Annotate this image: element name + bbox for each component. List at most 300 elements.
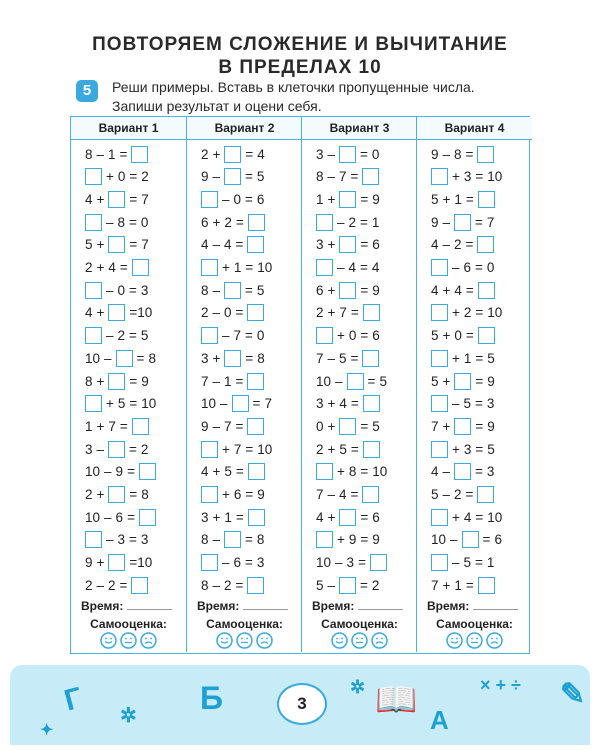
equation-token: 7: [108, 418, 116, 434]
answer-box[interactable]: [431, 350, 448, 367]
equation-token: 2: [316, 305, 324, 321]
answer-box[interactable]: [232, 395, 249, 412]
equation-token: –: [442, 237, 451, 253]
equation-token: 10: [201, 396, 217, 412]
equation-token: +: [327, 441, 336, 457]
equation-row: [429, 438, 497, 460]
answer-box[interactable]: [85, 282, 102, 299]
equation-token: 1: [486, 555, 495, 571]
equation-token: 4: [224, 237, 232, 253]
equation-token: +: [327, 509, 336, 525]
equation-token: =: [245, 350, 254, 366]
equation-token: 1: [224, 509, 232, 525]
answer-box[interactable]: [362, 486, 379, 503]
answer-box[interactable]: [247, 304, 264, 321]
equation-token: =: [129, 282, 137, 298]
equation-token: =: [465, 328, 474, 344]
equation-token: =: [129, 487, 138, 502]
equation-token: 0: [233, 191, 242, 207]
equation-token: =: [465, 487, 474, 502]
neutral-face-icon[interactable]: [466, 632, 483, 649]
time-input-line[interactable]: [243, 599, 288, 610]
page-number: 3: [277, 683, 327, 725]
equation-token: 10: [316, 373, 332, 389]
answer-box[interactable]: [248, 463, 265, 480]
equation-token: +: [222, 487, 230, 502]
equation-token: –: [104, 464, 112, 480]
equation-token: +: [452, 350, 460, 366]
equation-token: –: [452, 260, 460, 275]
equation-token: 5: [117, 396, 126, 412]
equation-token: 5: [487, 441, 495, 457]
answer-box[interactable]: [477, 236, 494, 253]
answer-box[interactable]: [201, 327, 218, 344]
equation-token: =: [252, 396, 261, 412]
star-icon: ✲: [120, 705, 137, 727]
equation-token: 10: [85, 509, 101, 525]
equation-token: =: [475, 396, 483, 412]
equation-row: [199, 574, 266, 596]
answer-box[interactable]: [362, 168, 379, 185]
happy-face-icon[interactable]: [331, 632, 348, 649]
equation-token: =: [235, 509, 244, 525]
answer-box[interactable]: [363, 441, 380, 458]
equation-token: 10: [372, 464, 388, 480]
answer-box[interactable]: [478, 577, 495, 594]
equation-token: 2: [201, 305, 209, 321]
variant-column: [301, 117, 417, 652]
equation-token: 6: [372, 237, 380, 253]
equation-token: =: [465, 282, 474, 298]
answer-box[interactable]: [139, 463, 156, 480]
equation-row: [429, 166, 504, 188]
answer-box[interactable]: [247, 373, 264, 390]
answer-box[interactable]: [431, 304, 448, 321]
equation-token: 0: [454, 328, 462, 344]
equation-row: [199, 506, 267, 528]
equation-token: 7: [141, 191, 149, 207]
equation-token: 5: [256, 169, 265, 185]
equation-token: –: [96, 577, 105, 593]
equation-row: [83, 552, 154, 574]
answer-box[interactable]: [339, 509, 356, 526]
equation-token: =: [129, 214, 137, 230]
equation-row: [199, 143, 267, 165]
equation-token: =: [245, 487, 254, 502]
answer-box[interactable]: [431, 509, 448, 526]
equation-token: =: [235, 373, 244, 389]
equation-token: =: [475, 214, 483, 230]
equation-token: 3: [140, 282, 149, 298]
equation-token: =: [119, 146, 128, 162]
equation-token: +: [327, 191, 336, 207]
happy-face-icon[interactable]: [216, 632, 233, 649]
equation-token: 8: [257, 350, 265, 366]
equation-token: 0: [117, 282, 126, 298]
equation-token: 2: [201, 146, 209, 162]
equation-token: 5: [431, 191, 439, 207]
answer-box[interactable]: [224, 168, 241, 185]
equation-token: 3: [201, 350, 209, 366]
equation-token: 4: [339, 396, 347, 412]
equation-row: [314, 188, 382, 210]
answer-box[interactable]: [316, 327, 333, 344]
variant-column: [186, 117, 302, 652]
neutral-face-icon[interactable]: [236, 632, 253, 649]
answer-box[interactable]: [247, 418, 264, 435]
equation-token: =: [350, 487, 359, 502]
equation-token: 4: [85, 191, 93, 207]
answer-box[interactable]: [224, 350, 241, 367]
equation-row: [83, 393, 158, 415]
answer-box[interactable]: [201, 554, 218, 571]
equation-token: 3: [486, 464, 495, 480]
answer-box[interactable]: [108, 554, 125, 571]
answer-box[interactable]: [132, 418, 149, 435]
equation-token: 4: [108, 260, 116, 275]
answer-box[interactable]: [108, 191, 125, 208]
equation-token: +: [452, 305, 460, 321]
equation-token: 1: [233, 260, 242, 275]
equation-token: =: [245, 441, 254, 457]
answer-box[interactable]: [247, 577, 264, 594]
answer-box[interactable]: [454, 373, 471, 390]
equation-token: 2: [141, 169, 149, 185]
equation-token: 8: [85, 146, 93, 162]
equation-row: [429, 484, 496, 506]
answer-box[interactable]: [247, 236, 264, 253]
equation-row: [83, 166, 151, 188]
equation-token: +: [96, 418, 105, 434]
equation-row: [199, 438, 274, 460]
equation-token: 7: [486, 214, 495, 230]
equation-row: [199, 302, 266, 324]
answer-box[interactable]: [85, 531, 102, 548]
answer-box[interactable]: [431, 554, 448, 571]
answer-box[interactable]: [431, 259, 448, 276]
answer-box[interactable]: [139, 509, 156, 526]
equation-token: =: [360, 214, 368, 230]
equation-row: [199, 257, 274, 279]
answer-box[interactable]: [201, 441, 218, 458]
equation-token: 5: [372, 418, 380, 434]
answer-box[interactable]: [339, 146, 356, 163]
equation-token: =: [129, 169, 138, 185]
equation-token: 10: [257, 441, 273, 457]
equation-token: 5: [431, 328, 439, 344]
equation-row: [83, 302, 154, 324]
answer-box[interactable]: [131, 577, 148, 594]
equation-token: 5: [463, 555, 472, 571]
answer-box[interactable]: [132, 259, 149, 276]
equation-token: –: [442, 464, 451, 480]
equation-token: –: [327, 350, 336, 366]
equation-token: –: [327, 487, 336, 502]
equation-token: =: [475, 418, 484, 434]
equation-token: 9: [257, 487, 265, 502]
equation-token: –: [106, 282, 114, 298]
equation-token: =: [245, 191, 253, 207]
equation-token: =: [465, 237, 474, 253]
equation-token: 3: [201, 509, 209, 525]
equation-row: [429, 506, 504, 528]
equation-token: 9: [372, 282, 380, 298]
equation-row: [199, 552, 266, 574]
equation-token: 7: [264, 396, 272, 412]
equation-token: –: [106, 328, 114, 344]
equation-token: –: [106, 532, 114, 548]
sad-face-icon[interactable]: [371, 632, 388, 649]
equation-token: 5: [463, 396, 472, 412]
equation-token: –: [337, 260, 345, 275]
equation-token: =: [360, 328, 369, 344]
answer-box[interactable]: [108, 441, 125, 458]
answer-box[interactable]: [363, 395, 380, 412]
answer-box[interactable]: [478, 282, 495, 299]
equation-token: +: [106, 396, 114, 412]
equation-token: =: [360, 260, 368, 275]
equation-token: 4: [348, 260, 357, 275]
answer-box[interactable]: [339, 236, 356, 253]
answer-box[interactable]: [108, 236, 125, 253]
equation-token: =: [235, 237, 244, 253]
answer-box[interactable]: [347, 373, 364, 390]
equation-token: 6: [201, 214, 209, 230]
equation-token: =10: [129, 305, 153, 321]
equation-token: 3: [256, 555, 265, 571]
equation-row: [429, 415, 497, 437]
equation-token: =: [119, 260, 128, 275]
equation-token: –: [222, 191, 230, 207]
equation-token: 8: [148, 350, 156, 366]
answer-box[interactable]: [85, 214, 102, 231]
equation-token: 5: [431, 373, 439, 389]
answer-box[interactable]: [224, 146, 241, 163]
equation-row: [429, 552, 496, 574]
equation-row: [199, 484, 267, 506]
answer-box[interactable]: [339, 282, 356, 299]
equation-token: 10: [487, 305, 503, 321]
equation-token: 0: [117, 169, 126, 185]
answer-box[interactable]: [131, 146, 148, 163]
equation-token: 4: [316, 509, 324, 525]
equation-token: 9: [487, 373, 495, 389]
equation-row: [429, 143, 496, 165]
equation-token: –: [104, 509, 112, 525]
answer-box[interactable]: [316, 214, 333, 231]
equation-token: +: [337, 464, 345, 480]
answer-box[interactable]: [316, 463, 333, 480]
happy-face-icon[interactable]: [446, 632, 463, 649]
answer-box[interactable]: [462, 531, 479, 548]
equation-token: 7: [201, 373, 209, 389]
equation-token: =: [119, 418, 128, 434]
equation-token: =: [358, 555, 366, 571]
equation-token: 10: [487, 169, 503, 185]
equation-token: +: [442, 418, 451, 434]
answer-box[interactable]: [370, 554, 387, 571]
letter-g-icon: Г: [60, 681, 86, 718]
equation-row: [199, 347, 267, 369]
page-title-line2: В ПРЕДЕЛАХ 10: [218, 57, 382, 78]
answer-box[interactable]: [454, 463, 471, 480]
equation-token: –: [212, 577, 221, 593]
letter-b-icon: Б: [200, 680, 223, 716]
equation-token: 9: [141, 373, 149, 389]
equation-row: [314, 484, 381, 506]
time-input-line[interactable]: [127, 599, 172, 610]
happy-face-icon[interactable]: [100, 632, 117, 649]
equation-token: 8: [85, 373, 93, 389]
equation-token: =: [475, 350, 484, 366]
equation-token: 3: [117, 532, 126, 548]
equation-token: 7: [224, 418, 232, 434]
equation-token: 9: [487, 418, 495, 434]
equation-token: =: [119, 577, 128, 593]
equation-token: 4: [431, 282, 439, 298]
equation-token: =: [360, 464, 369, 480]
equation-token: 7: [316, 487, 324, 502]
neutral-face-icon[interactable]: [351, 632, 368, 649]
equation-row: [429, 370, 497, 392]
equation-row: [83, 257, 151, 279]
neutral-face-icon[interactable]: [120, 632, 137, 649]
time-field: [81, 599, 172, 613]
answer-box[interactable]: [108, 304, 125, 321]
equation-token: –: [106, 214, 114, 230]
equation-token: +: [327, 305, 336, 321]
answer-box[interactable]: [85, 395, 102, 412]
equation-row: [314, 438, 382, 460]
equation-token: –: [327, 146, 336, 162]
equation-token: =: [475, 509, 484, 525]
equation-token: +: [337, 328, 345, 344]
equation-row: [83, 506, 158, 528]
equation-token: 4: [463, 509, 472, 525]
equation-token: =: [245, 555, 253, 571]
sad-face-icon[interactable]: [486, 632, 503, 649]
answer-box[interactable]: [339, 191, 356, 208]
equation-token: =: [360, 532, 369, 548]
pencil-icon: ✎: [560, 678, 586, 711]
equation-token: 10: [85, 350, 101, 366]
answer-box[interactable]: [339, 577, 356, 594]
answer-box[interactable]: [85, 168, 102, 185]
equation-token: 2: [371, 577, 380, 593]
answer-box[interactable]: [454, 418, 471, 435]
equation-token: +: [222, 260, 230, 275]
sad-face-icon[interactable]: [256, 632, 273, 649]
answer-box[interactable]: [224, 282, 241, 299]
answer-box[interactable]: [108, 373, 125, 390]
answer-box[interactable]: [339, 418, 356, 435]
equation-row: [83, 325, 150, 347]
equation-row: [199, 461, 267, 483]
equation-token: 2: [140, 441, 149, 457]
answer-box[interactable]: [431, 395, 448, 412]
answer-box[interactable]: [478, 191, 495, 208]
equation-token: 4: [85, 305, 93, 321]
equation-token: 7: [339, 169, 347, 185]
equation-row: [83, 529, 150, 551]
equation-row: [199, 166, 266, 188]
equation-row: [83, 211, 150, 233]
equation-token: +: [96, 305, 105, 321]
equation-token: +: [442, 373, 451, 389]
equation-token: 8: [117, 214, 126, 230]
time-label: Время:: [197, 599, 240, 613]
variant-header: Вариант 4: [417, 117, 532, 140]
equation-token: +: [442, 328, 451, 344]
equation-token: =: [129, 396, 138, 412]
equation-token: 7: [141, 237, 149, 253]
time-input-line[interactable]: [358, 599, 403, 610]
answer-box[interactable]: [316, 259, 333, 276]
answer-box[interactable]: [477, 146, 494, 163]
equation-token: 8: [201, 282, 209, 298]
equation-row: [83, 234, 151, 256]
equation-token: 8: [454, 146, 462, 162]
equation-token: 9: [201, 418, 209, 434]
answer-box[interactable]: [431, 168, 448, 185]
answer-box[interactable]: [201, 259, 218, 276]
equation-token: –: [327, 577, 336, 593]
answer-box[interactable]: [224, 531, 241, 548]
equation-token: 1: [316, 191, 324, 207]
answer-box[interactable]: [477, 486, 494, 503]
equation-token: =: [129, 237, 138, 253]
answer-box[interactable]: [248, 509, 265, 526]
equation-token: +: [327, 282, 336, 298]
time-label: Время:: [81, 599, 124, 613]
equation-row: [199, 415, 266, 437]
self-assessment-label: Самооценка:: [321, 617, 398, 631]
equation-token: –: [212, 373, 221, 389]
equation-row: [314, 325, 382, 347]
equation-token: 10: [141, 396, 157, 412]
sad-face-icon[interactable]: [140, 632, 157, 649]
equation-token: +: [96, 191, 105, 207]
answer-box[interactable]: [108, 486, 125, 503]
equation-token: 1: [85, 418, 93, 434]
equation-token: 5: [487, 350, 495, 366]
equation-token: 3: [463, 169, 472, 185]
answer-box[interactable]: [363, 304, 380, 321]
answer-box[interactable]: [201, 191, 218, 208]
answer-box[interactable]: [248, 214, 265, 231]
equation-row: [83, 279, 150, 301]
answer-box[interactable]: [116, 350, 133, 367]
book-icon: 📖: [375, 681, 418, 719]
equation-token: =: [235, 464, 244, 480]
answer-box[interactable]: [431, 441, 448, 458]
equation-token: =: [350, 441, 359, 457]
answer-box[interactable]: [454, 214, 471, 231]
equation-token: =: [475, 260, 483, 275]
equation-token: 7: [233, 441, 242, 457]
equation-token: =: [235, 577, 244, 593]
answer-box[interactable]: [362, 350, 379, 367]
answer-box[interactable]: [201, 486, 218, 503]
answer-box[interactable]: [316, 531, 333, 548]
answer-box[interactable]: [478, 327, 495, 344]
time-input-line[interactable]: [473, 599, 518, 610]
answer-box[interactable]: [85, 327, 102, 344]
equation-token: –: [450, 532, 458, 548]
equation-row: [429, 574, 497, 596]
equation-token: –: [222, 555, 230, 571]
equation-row: [429, 393, 496, 415]
